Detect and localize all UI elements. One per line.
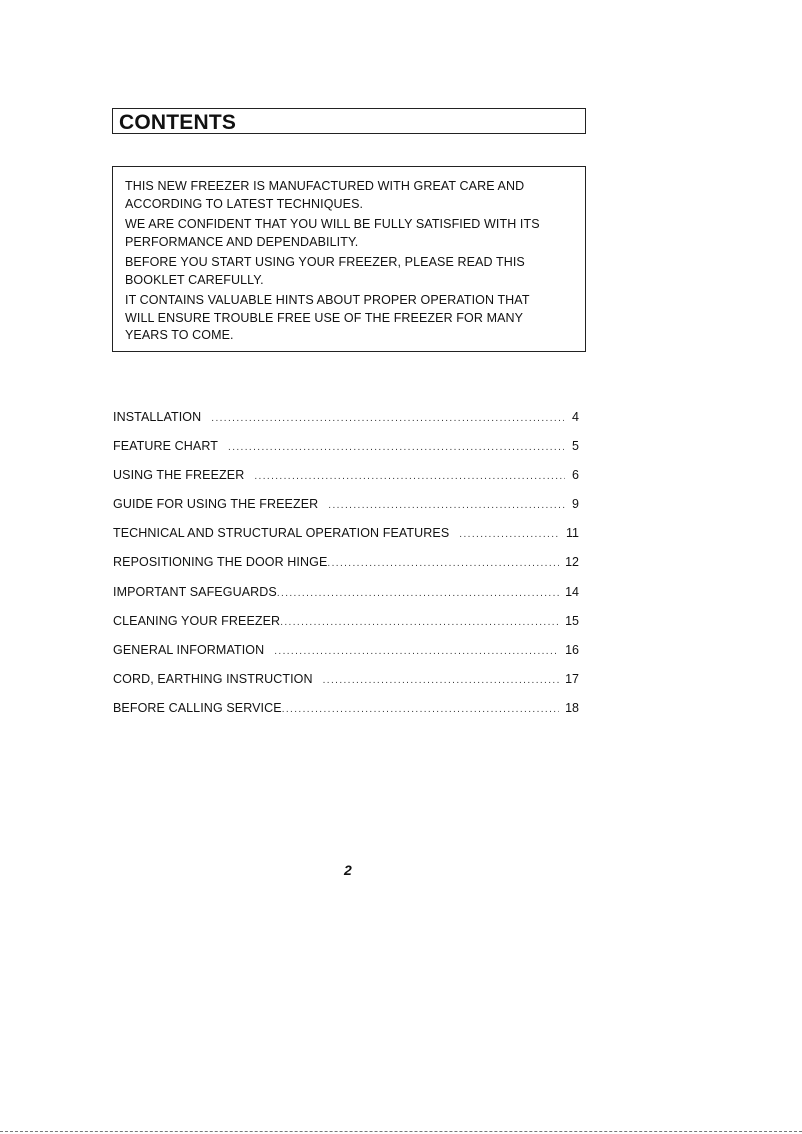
page-number: 2 xyxy=(344,862,352,878)
toc-entry-page: 14 xyxy=(565,584,579,599)
toc-entry-title: CLEANING YOUR FREEZER xyxy=(113,613,281,628)
toc-entry-title: USING THE FREEZER xyxy=(113,468,245,483)
toc-entry-page: 5 xyxy=(572,439,579,454)
toc-entry-before-service[interactable] xyxy=(113,698,579,727)
toc-entry-title: GENERAL INFORMATION xyxy=(113,642,265,657)
toc-entry-technical-features[interactable] xyxy=(113,523,579,552)
toc-entry-title: GUIDE FOR USING THE FREEZER xyxy=(113,497,319,512)
toc-entry-page: 4 xyxy=(572,410,579,424)
toc-entry-title: INSTALLATION xyxy=(113,410,202,424)
toc-entry-page: 16 xyxy=(565,642,579,657)
toc-entry-general-information[interactable] xyxy=(113,640,579,669)
toc-entry-page: 9 xyxy=(572,497,579,512)
toc-entry-cleaning[interactable] xyxy=(113,611,579,640)
toc-dot-leader xyxy=(328,496,566,516)
intro-paragraph: THIS NEW FREEZER IS MANUFACTURED WITH GREAT CARE AND ACCORDING TO LATEST TECHNIQUES. xyxy=(125,179,525,211)
toc-entry-safeguards[interactable] xyxy=(113,582,579,611)
toc-entry-feature-chart[interactable] xyxy=(113,436,579,465)
toc-entry-title: BEFORE CALLING SERVICE xyxy=(113,700,282,715)
toc-entry-page: 18 xyxy=(565,700,579,715)
toc-entry-door-hinge[interactable] xyxy=(113,552,579,581)
toc-dot-leader xyxy=(274,642,559,662)
toc-dot-leader xyxy=(327,554,559,574)
toc-entry-title: CORD, EARTHING INSTRUCTION xyxy=(113,671,313,686)
toc-entry-using-the-freezer[interactable] xyxy=(113,465,579,494)
toc-dot-leader xyxy=(459,525,560,545)
contents-heading-box xyxy=(112,108,586,134)
toc-entry-installation[interactable] xyxy=(113,407,579,436)
table-of-contents xyxy=(113,407,579,727)
intro-paragraph: BEFORE YOU START USING YOUR FREEZER, PLEASE READ THIS BOOKLET CAREFULLY. xyxy=(125,255,525,287)
toc-dot-leader xyxy=(282,700,559,720)
contents-heading: CONTENTS xyxy=(119,111,237,134)
toc-dot-leader xyxy=(280,613,559,633)
toc-entry-title: REPOSITIONING THE DOOR HINGE xyxy=(113,555,328,570)
toc-entry-page: 15 xyxy=(565,613,579,628)
intro-box xyxy=(112,166,586,352)
toc-entry-earthing[interactable] xyxy=(113,669,579,698)
toc-entry-title: TECHNICAL AND STRUCTURAL OPERATION FEATURES xyxy=(113,526,450,541)
toc-entry-title: FEATURE CHART xyxy=(113,439,219,454)
toc-dot-leader xyxy=(254,467,565,487)
toc-dot-leader xyxy=(228,438,564,458)
intro-paragraph: IT CONTAINS VALUABLE HINTS ABOUT PROPER OPERATION THAT WILL ENSURE TROUBLE FREE USE OF THE FREEZER FOR MANY YEARS TO COME. xyxy=(125,293,530,342)
toc-dot-leader xyxy=(323,671,559,691)
toc-entry-page: 11 xyxy=(566,526,579,541)
toc-dot-leader xyxy=(277,584,559,604)
intro-paragraph: WE ARE CONFIDENT THAT YOU WILL BE FULLY SATISFIED WITH ITS PERFORMANCE AND DEPENDABILITY. xyxy=(125,217,540,249)
toc-entry-page: 17 xyxy=(565,671,579,686)
toc-entry-page: 6 xyxy=(572,468,579,483)
toc-entry-page: 12 xyxy=(565,555,579,570)
toc-dot-leader xyxy=(211,409,564,429)
toc-entry-title: IMPORTANT SAFEGUARDS xyxy=(113,584,277,599)
toc-entry-guide[interactable] xyxy=(113,494,579,523)
